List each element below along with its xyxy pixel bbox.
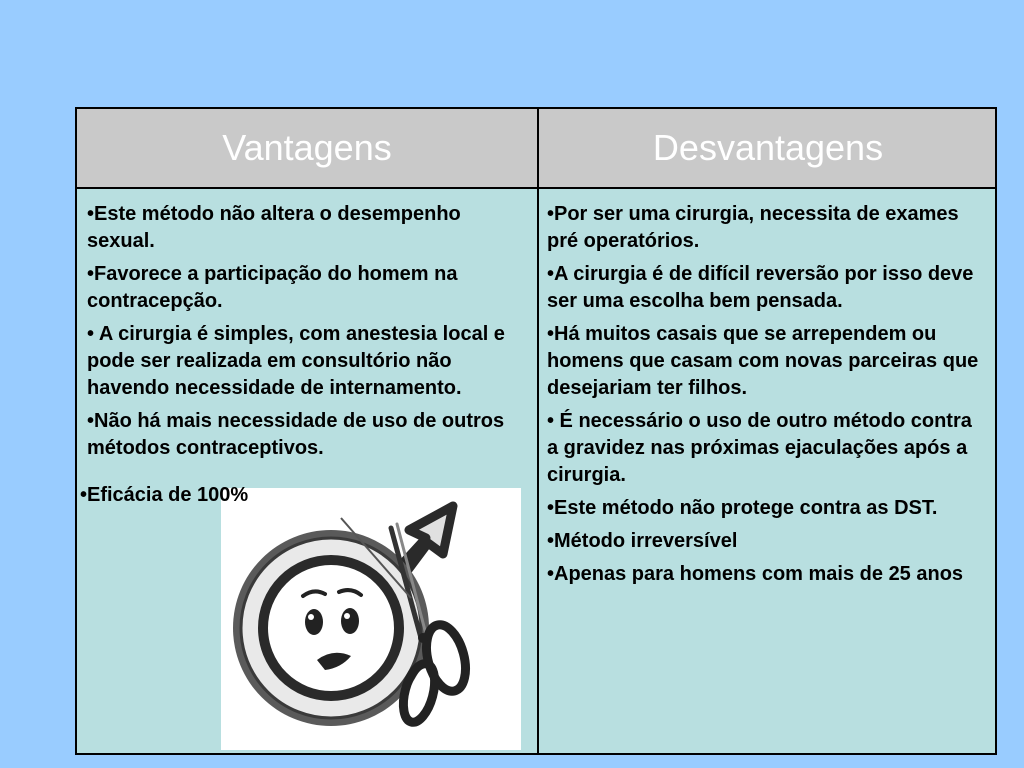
column-divider xyxy=(537,109,539,753)
sad-male-symbol-with-scissors-icon xyxy=(221,488,521,750)
disadvantage-item: •Por ser uma cirurgia, necessita de exames pré operatórios. xyxy=(547,203,959,252)
header-desvantagens: Desvantagens xyxy=(652,127,884,168)
disadvantages-list xyxy=(547,201,987,594)
disadvantage-item: •Este método não protege contra as DST. xyxy=(547,497,938,519)
advantage-item: •Não há mais necessidade de uso de outros métodos contraceptivos. xyxy=(87,410,505,459)
comparison-table xyxy=(75,107,997,755)
disadvantage-item: •Método irreversível xyxy=(547,530,738,552)
efficacy-item: •Eficácia de 100% xyxy=(80,484,249,506)
vasectomy-illustration xyxy=(221,488,521,750)
table-header xyxy=(77,109,995,189)
advantage-item: •Este método não altera o desempenho sexual. xyxy=(87,203,461,252)
disadvantage-item: •A cirurgia é de difícil reversão por isso deve ser uma escolha bem pensada. xyxy=(547,263,974,312)
disadvantage-item: • É necessário o uso de outro método contra a gravidez nas próximas ejaculações após a cirurgia. xyxy=(547,410,972,486)
advantage-item: • A cirurgia é simples, com anestesia local e pode ser realizada em consultório não havendo necessidade de internamento. xyxy=(87,323,505,399)
header-vantagens: Vantagens xyxy=(222,127,392,168)
disadvantage-item: •Apenas para homens com mais de 25 anos xyxy=(547,563,964,585)
advantages-list xyxy=(87,201,525,468)
advantage-item: •Favorece a participação do homem na contracepção. xyxy=(87,263,458,312)
disadvantage-item: •Há muitos casais que se arrependem ou homens que casam com novas parceiras que desejariam ter filhos. xyxy=(547,323,979,399)
